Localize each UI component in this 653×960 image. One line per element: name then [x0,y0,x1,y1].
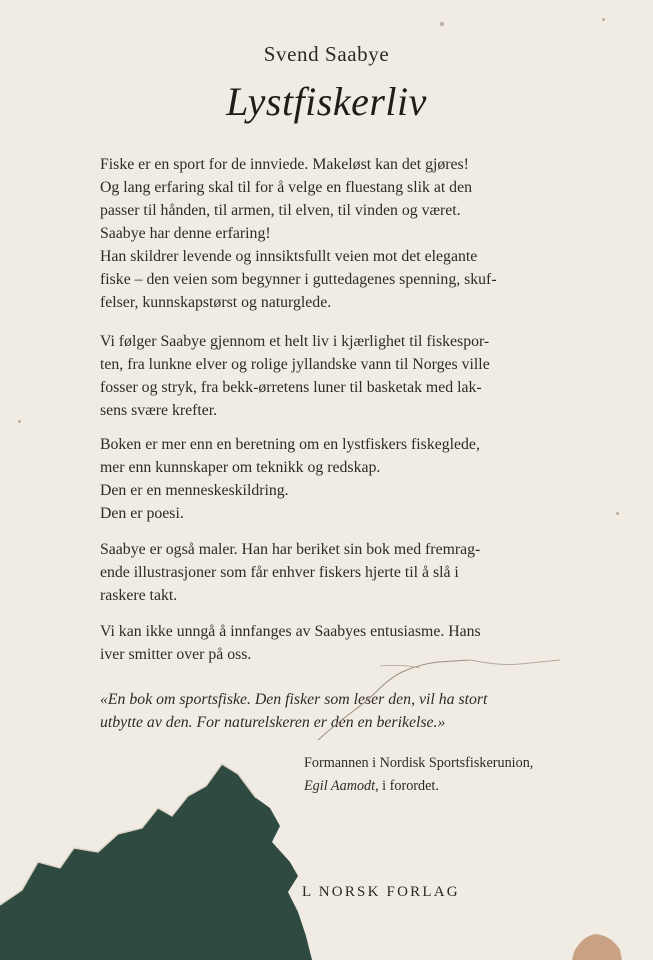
attribution-name: Egil Aamodt [304,778,376,794]
blurb-line: Den er en menneskeskildring. [100,482,289,499]
blurb-line: fiske – den veien som begynner i guttedagenes spenning, skuf- [100,271,497,288]
blurb-line: Den er poesi. [100,505,184,522]
blurb-line: ende illustrasjoner som får enhver fiskers hjerte til å slå i [100,564,459,581]
quote-line: utbytte av den. For naturelskeren er den en berikelse.» [100,714,446,731]
blurb-line: passer til hånden, til armen, til elven, til vinden og været. [100,202,461,219]
attribution-role: Formannen i Nordisk Sportsfiskerunion, [304,755,534,771]
book-title: Lystfiskerliv [226,79,427,124]
blurb-line: raskere takt. [100,587,178,604]
blurb-line: felser, kunnskapstørst og naturglede. [100,294,332,311]
blurb-line: mer enn kunnskaper om teknikk og redskap. [100,459,381,476]
blurb-line: Saabye har denne erfaring! [100,225,271,242]
quote-line: «En bok om sportsfiske. Den fisker som leser den, vil ha stort [100,691,488,708]
blurb-line: Og lang erfaring skal til for å velge en fluestang slik at den [100,179,472,196]
blurb-line: sens svære krefter. [100,402,218,419]
blurb-line: Fiske er en sport for de innviede. Makeløst kan det gjøres! [100,156,469,173]
blurb-line: Vi følger Saabye gjennom et helt liv i kjærlighet til fiskespor- [100,333,490,350]
attribution-suffix: , i forordet. [375,778,439,794]
blurb-line: Vi kan ikke unngå å innfanges av Saabyes entusiasme. Hans [100,623,481,640]
worn-corner-stain [572,934,622,960]
blurb-line: iver smitter over på oss. [100,646,252,663]
author-name: Svend Saabye [263,42,390,66]
blurb-line: Saabye er også maler. Han har beriket sin bok med fremrag- [100,541,481,558]
blurb-line: fosser og stryk, fra bekk-ørretens luner til basketak med lak- [100,379,482,396]
blurb-line: Boken er mer enn en beretning om en lystfiskers fiskeglede, [100,436,480,453]
exposed-cloth-shape [0,764,312,960]
blurb-line: ten, fra lunkne elver og rolige jyllandske vann til Norges ville [100,356,490,373]
paper-crease [318,660,470,740]
publisher-imprint: L NORSK FORLAG [302,884,460,900]
blurb-line: Han skildrer levende og innsiktsfullt veien mot det elegante [100,248,478,265]
paper-crease [470,660,560,665]
